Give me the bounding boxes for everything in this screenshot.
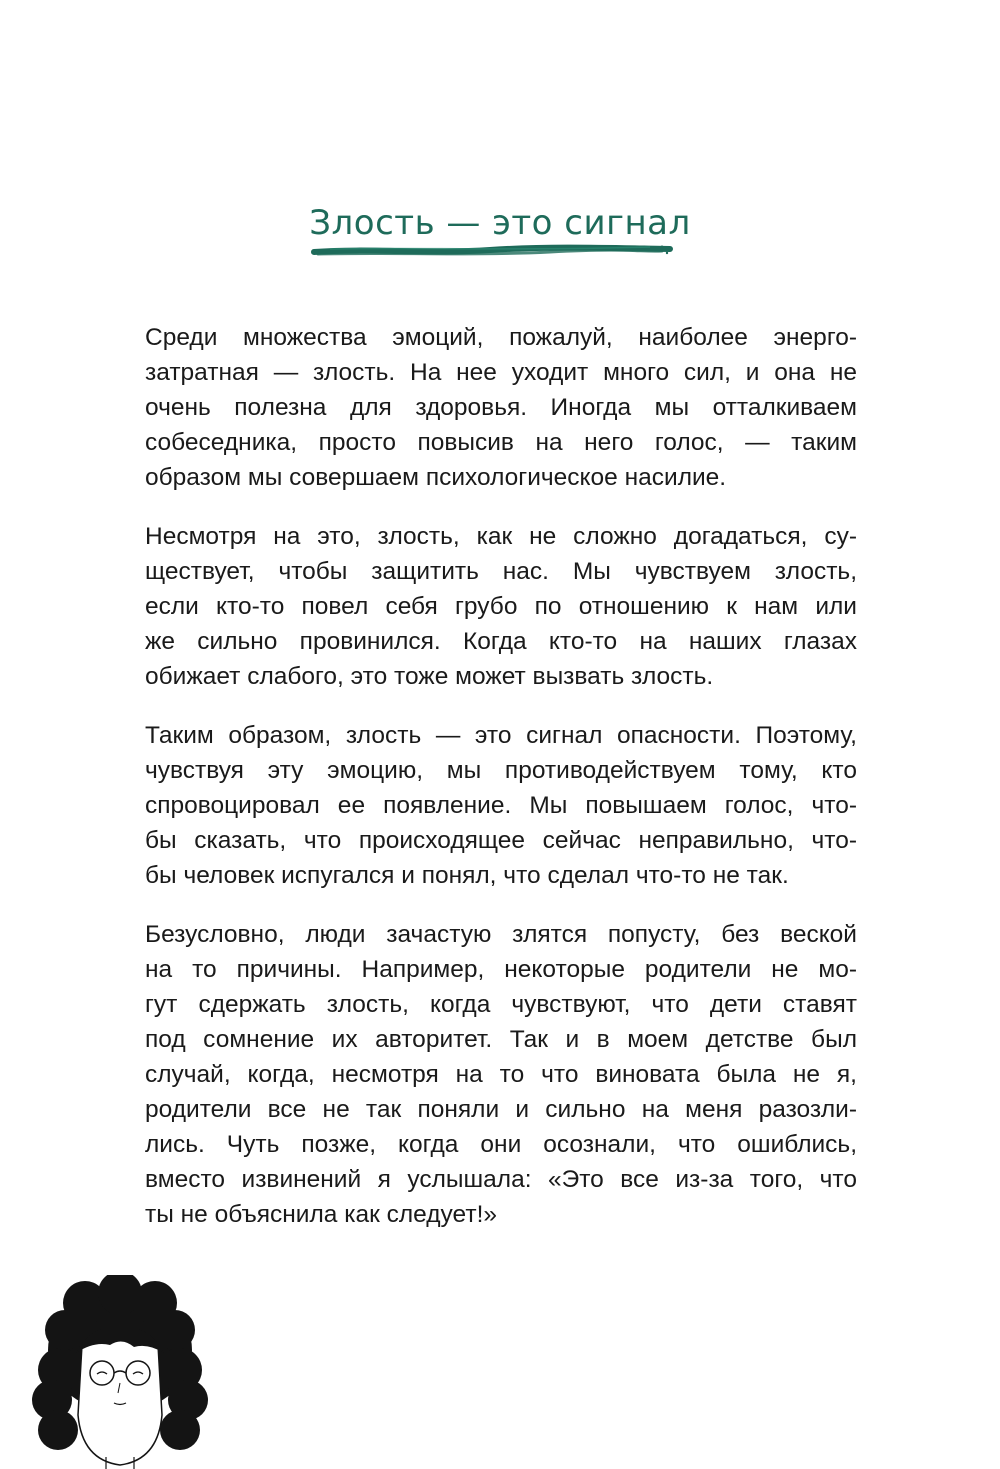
text-line: Среди множества эмоций, пожалуй, наиболее энерго- bbox=[145, 324, 857, 351]
text-line: вместо извинений я услышала: «Это все из-за того, что bbox=[145, 1166, 857, 1193]
text-line: же сильно провинился. Когда кто-то на наших глазах bbox=[145, 628, 857, 655]
text-line: Несмотря на это, злость, как не сложно догадаться, су- bbox=[145, 523, 857, 550]
paragraph-2 bbox=[145, 519, 857, 694]
text-line: собеседника, просто повысив на него голос, — таким bbox=[145, 429, 857, 456]
text-line: Таким образом, злость — это сигнал опасности. Поэтому, bbox=[145, 722, 857, 749]
text-line: бы сказать, что происходящее сейчас неправильно, что- bbox=[145, 827, 857, 854]
chapter-title: Злость — это сигнал bbox=[309, 202, 691, 243]
paragraph-1 bbox=[145, 320, 857, 495]
paragraph-3 bbox=[145, 718, 857, 893]
paragraph-4 bbox=[145, 917, 857, 1232]
text-line: ты не объяснила как следует!» bbox=[145, 1201, 497, 1228]
text-line: родители все не так поняли и сильно на меня разозли- bbox=[145, 1096, 857, 1123]
text-line: если кто-то повел себя грубо по отношению к нам или bbox=[145, 593, 857, 620]
text-line: лись. Чуть позже, когда они осознали, что ошиблись, bbox=[145, 1131, 857, 1158]
text-line: образом мы совершаем психологическое насилие. bbox=[145, 464, 727, 491]
text-line: случай, когда, несмотря на то что виновата была не я, bbox=[145, 1061, 857, 1088]
text-line: гут сдержать злость, когда чувствуют, что дети ставят bbox=[145, 991, 857, 1018]
text-line: бы человек испугался и понял, что сделал что-то не так. bbox=[145, 862, 789, 889]
text-line: обижает слабого, это тоже может вызвать злость. bbox=[145, 663, 714, 690]
body-text bbox=[145, 320, 857, 1256]
title-brush-underline bbox=[310, 240, 675, 262]
text-line: на то причины. Например, некоторые родители не мо- bbox=[145, 956, 857, 983]
text-line: чувствуя эту эмоцию, мы противодействуем тому, кто bbox=[145, 757, 857, 784]
text-line: спровоцировал ее появление. Мы повышаем голос, что- bbox=[145, 792, 857, 819]
text-line: под сомнение их авторитет. Так и в моем детстве был bbox=[145, 1026, 857, 1053]
text-line: ществует, чтобы защитить нас. Мы чувствуем злость, bbox=[145, 558, 857, 585]
girl-with-glasses-illustration bbox=[30, 1275, 210, 1469]
text-line: очень полезна для здоровья. Иногда мы отталкиваем bbox=[145, 394, 857, 421]
text-line: Безусловно, люди зачастую злятся попусту, без веской bbox=[145, 921, 857, 948]
text-line: затратная — злость. На нее уходит много сил, и она не bbox=[145, 359, 857, 386]
